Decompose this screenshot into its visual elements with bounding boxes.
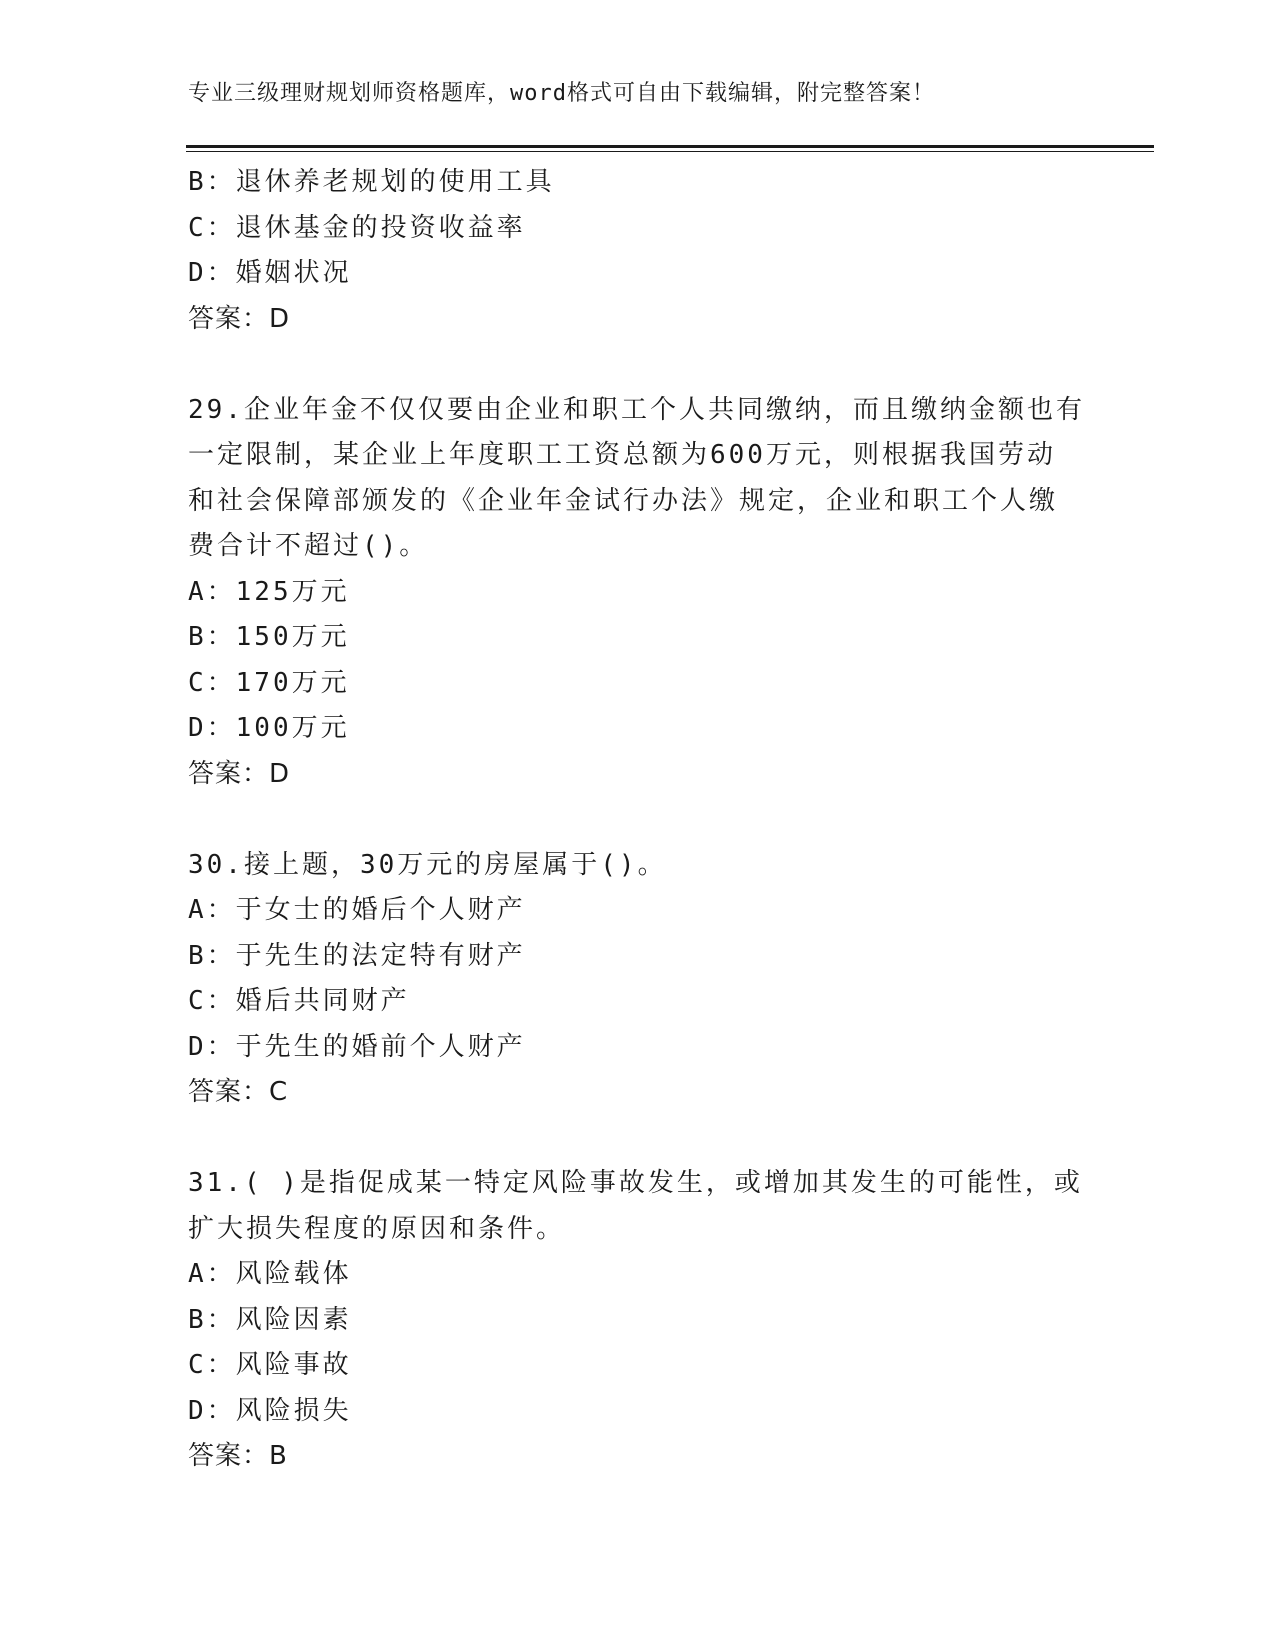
question-content xyxy=(188,160,1088,1480)
option-d: D：100万元 xyxy=(188,713,350,743)
option-b: B：退休养老规划的使用工具 xyxy=(188,167,555,197)
question-stem-line: 30.接上题，30万元的房屋属于()。 xyxy=(188,849,667,880)
spacer xyxy=(188,797,1088,843)
option-d: D：风险损失 xyxy=(188,1395,352,1426)
option-b: B：于先生的法定特有财产 xyxy=(188,940,526,971)
option-b: B：风险因素 xyxy=(188,1304,352,1335)
option-c: C：风险事故 xyxy=(188,1350,352,1380)
answer: 答案：D xyxy=(188,303,291,334)
question-stem-line: 31.( )是指促成某一特定风险事故发生，或增加其发生的可能性，或 xyxy=(188,1168,1083,1198)
partial-question-28 xyxy=(188,160,1088,342)
spacer xyxy=(188,1116,1088,1162)
question-stem-line: 29.企业年金不仅仅要由企业和职工个人共同缴纳，而且缴纳金额也有 xyxy=(188,394,1085,425)
question-31 xyxy=(188,1161,1088,1480)
question-30 xyxy=(188,843,1088,1116)
answer: 答案：D xyxy=(188,758,291,789)
question-29 xyxy=(188,388,1088,798)
option-b: B：150万元 xyxy=(188,622,350,652)
answer: 答案：C xyxy=(188,1077,289,1107)
option-a: A：于女士的婚后个人财产 xyxy=(188,895,526,925)
page-header: 专业三级理财规划师资格题库，word格式可自由下载编辑，附完整答案！ xyxy=(188,81,935,106)
question-stem-line: 一定限制，某企业上年度职工工资总额为600万元，则根据我国劳动 xyxy=(188,440,1056,470)
option-a: A：风险载体 xyxy=(188,1259,352,1289)
option-c: C：170万元 xyxy=(188,667,350,698)
spacer xyxy=(188,342,1088,388)
answer: 答案：B xyxy=(188,1441,288,1471)
question-stem-line: 费合计不超过()。 xyxy=(188,531,429,561)
question-stem-line: 和社会保障部颁发的《企业年金试行办法》规定，企业和职工个人缴 xyxy=(188,485,1059,516)
header-rule xyxy=(186,145,1154,148)
question-stem-line: 扩大损失程度的原因和条件。 xyxy=(188,1213,566,1244)
header-rule-thin xyxy=(186,151,1154,152)
option-d: D：婚姻状况 xyxy=(188,258,352,288)
option-d: D：于先生的婚前个人财产 xyxy=(188,1031,526,1062)
option-c: C：婚后共同财产 xyxy=(188,986,410,1016)
option-a: A：125万元 xyxy=(188,576,350,607)
option-c: C：退休基金的投资收益率 xyxy=(188,212,526,243)
